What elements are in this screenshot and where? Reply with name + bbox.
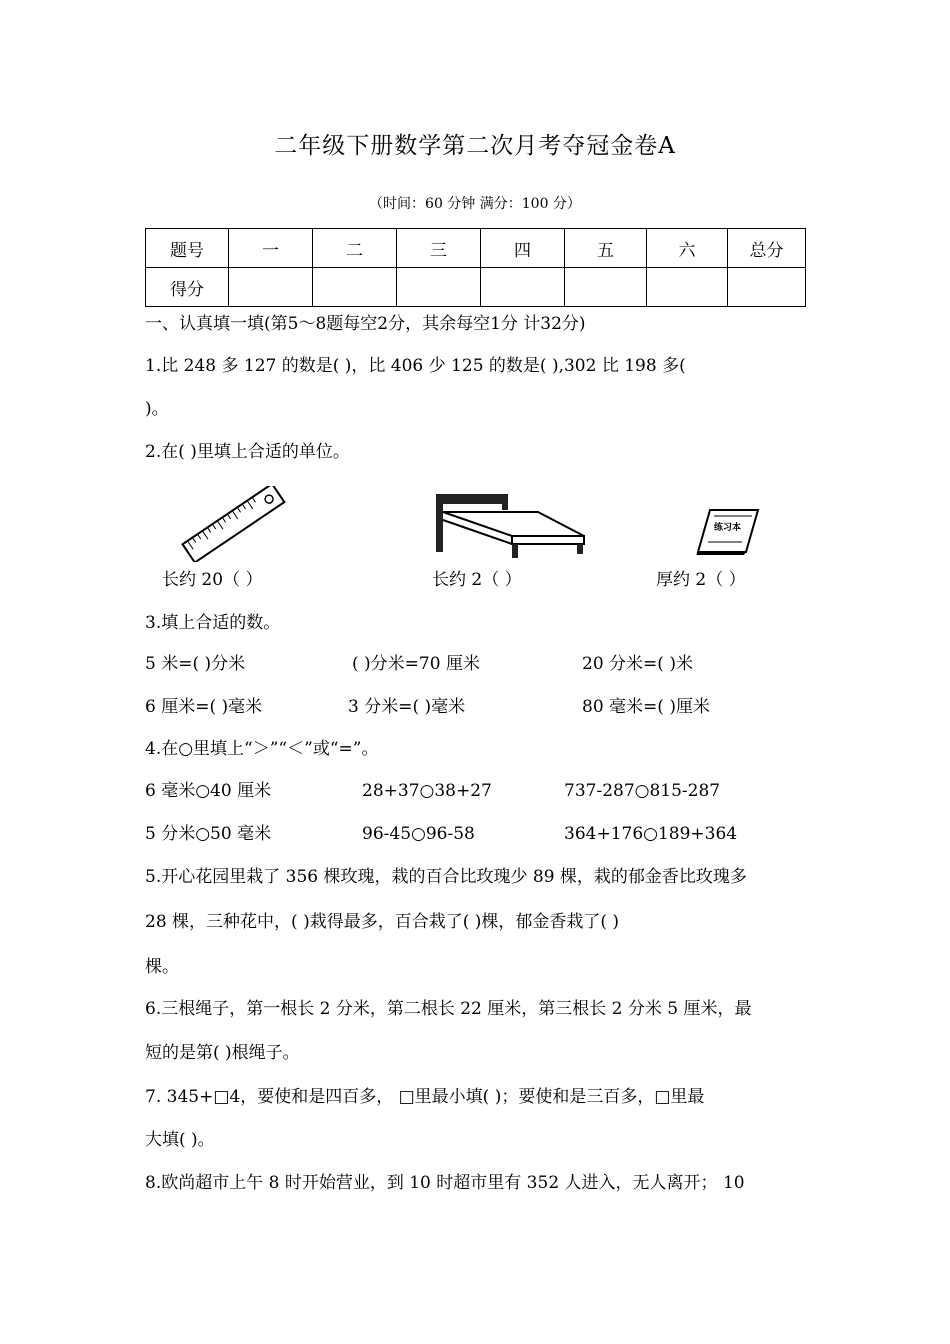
score-table-score-row: [146, 268, 806, 307]
q3-item: ( )分米=70 厘米: [352, 654, 480, 674]
book-label: 厚约 2（ ）: [656, 570, 746, 590]
q5-line-2: 28 棵，三种花中，( )栽得最多，百合栽了( )棵，郁金香栽了( ): [145, 912, 620, 932]
score-table-header-row: [146, 229, 806, 268]
score-cell[interactable]: [229, 268, 313, 307]
score-cell[interactable]: [728, 268, 806, 307]
q4-item: 737-287○815-287: [564, 781, 721, 801]
score-cell[interactable]: [565, 268, 647, 307]
header-cell: 一: [229, 229, 313, 268]
score-cell[interactable]: [647, 268, 728, 307]
q2-text: 2.在( )里填上合适的单位。: [145, 442, 350, 462]
q3-item: 5 米=( )分米: [145, 654, 246, 674]
header-cell: 五: [565, 229, 647, 268]
section-1-heading: 一、认真填一填(第5～8题每空2分，其余每空1分 计32分): [145, 314, 586, 334]
q5-line-1: 5.开心花园里栽了 356 棵玫瑰，栽的百合比玫瑰少 89 棵，栽的郁金香比玫瑰多: [145, 867, 747, 887]
q3-item: 80 毫米=( )厘米: [582, 697, 710, 717]
q7-line-2: 大填( )。: [145, 1130, 215, 1150]
q4-item: 96-45○96-58: [362, 824, 475, 844]
q3-item: 20 分米=( )米: [582, 654, 693, 674]
q5-line-3: 棵。: [145, 957, 179, 977]
bed-label: 长约 2（ ）: [432, 570, 522, 590]
q6-line-1: 6.三根绳子，第一根长 2 分米，第二根长 22 厘米，第三根长 2 分米 5 厘米，最: [145, 999, 752, 1019]
ruler-icon: [178, 486, 290, 562]
score-table: [145, 228, 806, 307]
score-cell[interactable]: [397, 268, 481, 307]
q7-line-1: 7. 345+□4，要使和是四百多， □里最小填( )；要使和是三百多，□里最: [145, 1087, 705, 1107]
q4-item: 5 分米○50 毫米: [145, 824, 272, 844]
bed-icon: [432, 490, 588, 562]
score-cell[interactable]: [313, 268, 397, 307]
q3-item: 6 厘米=( )毫米: [145, 697, 263, 717]
q4-text: 4.在○里填上“＞”“＜”或“=”。: [145, 739, 379, 759]
header-cell: 三: [397, 229, 481, 268]
book-cover-text: 练习本: [714, 523, 742, 533]
header-cell: 四: [481, 229, 565, 268]
q1-line-2: )。: [145, 399, 169, 419]
q4-item: 364+176○189+364: [564, 824, 738, 844]
header-cell: 题号: [146, 229, 229, 268]
score-cell[interactable]: [481, 268, 565, 307]
q1-line-1: 1.比 248 多 127 的数是( )，比 406 少 125 的数是( ),302 比 198 多(: [145, 356, 686, 376]
q4-item: 28+37○38+27: [362, 781, 492, 801]
page-title: 二年级下册数学第二次月考夺冠金卷A: [274, 133, 676, 159]
q4-item: 6 毫米○40 厘米: [145, 781, 272, 801]
row-label-cell: 得分: [146, 268, 229, 307]
exercise-book-icon: [694, 506, 760, 556]
header-cell: 总分: [728, 229, 806, 268]
ruler-label: 长约 20（ ）: [162, 570, 263, 590]
q8-line-1: 8.欧尚超市上午 8 时开始营业，到 10 时超市里有 352 人进入，无人离开； 10: [145, 1173, 745, 1193]
q3-item: 3 分米=( )毫米: [348, 697, 466, 717]
exam-info: （时间：60 分钟 满分：100 分）: [369, 196, 581, 212]
header-cell: 六: [647, 229, 728, 268]
q6-line-2: 短的是第( )根绳子。: [145, 1043, 300, 1063]
header-cell: 二: [313, 229, 397, 268]
q3-text: 3.填上合适的数。: [145, 613, 281, 633]
